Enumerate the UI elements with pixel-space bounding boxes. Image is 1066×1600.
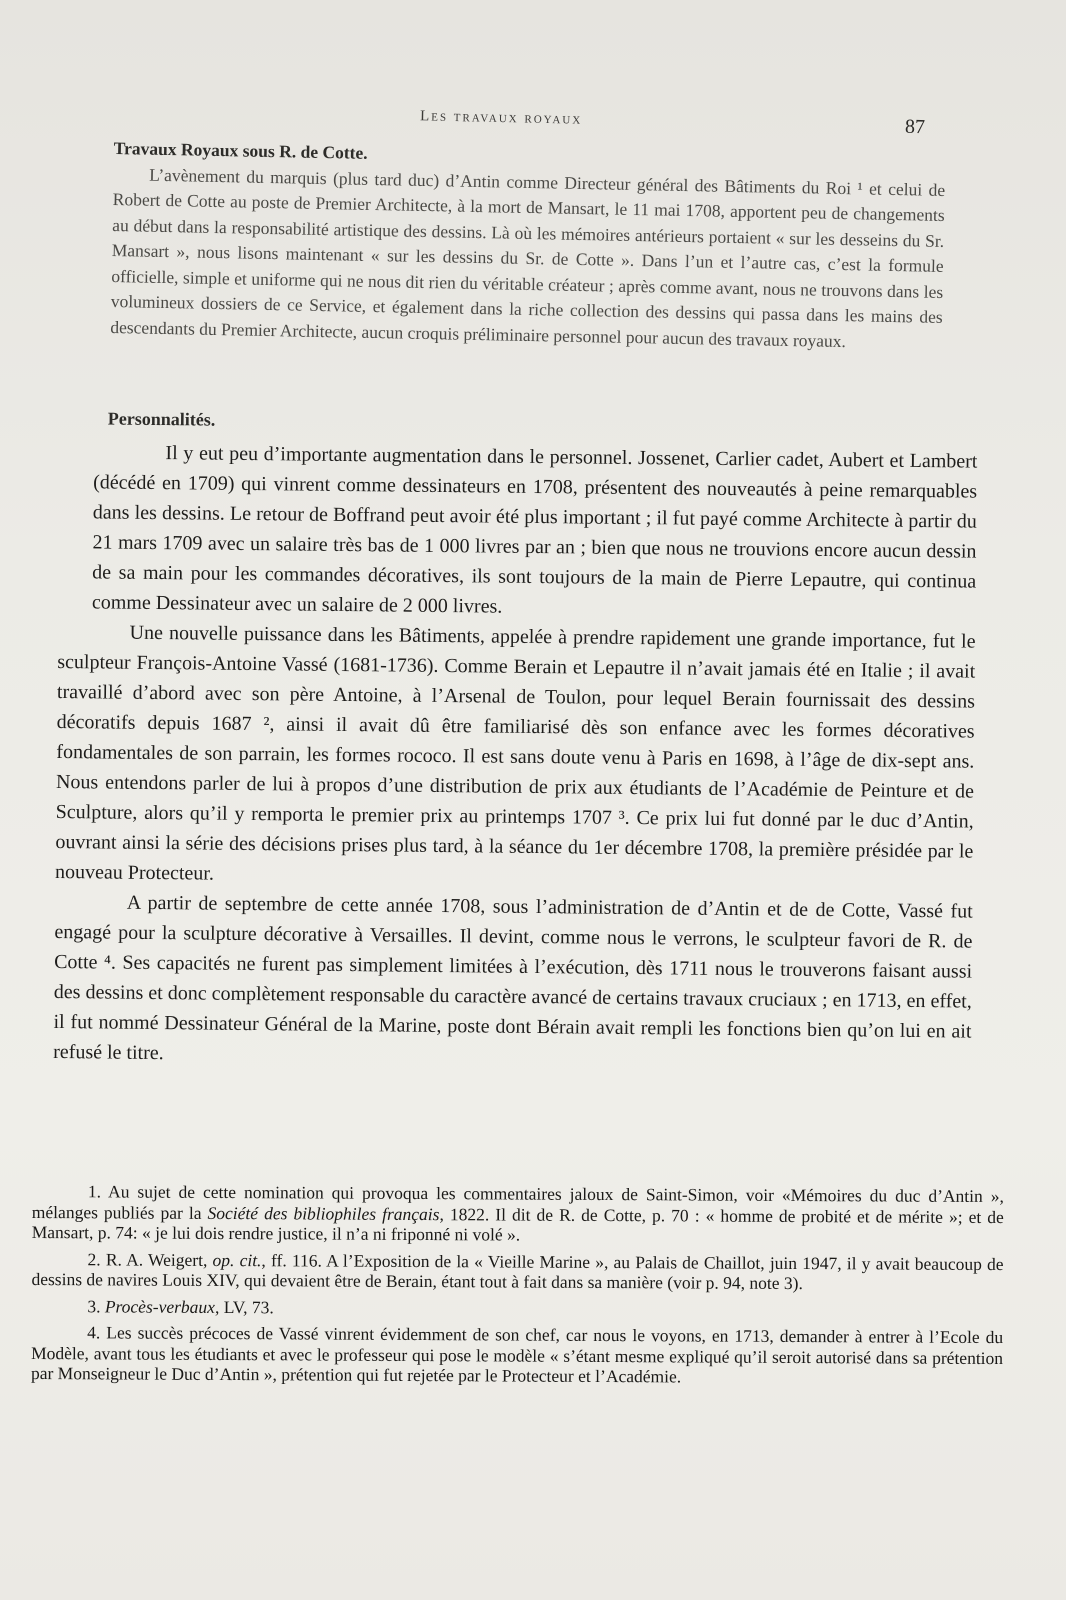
footnote-4: 4. Les succès précoces de Vassé vinrent évidemment de son chef, car nous le voyons, en 1713, demander à entrer à l’Ecole du Modèle, avant tous les étudiants et avec le professeur qui pose le modèle « s’étant mesme expliqué qu’il seroit autorisé dans sa prétention par Monseigneur le Duc d’Antin », prétention qui fut rejetée par le Protecteur et l’Académie. xyxy=(30,1322,1004,1387)
paragraph-avenement: L’avènement du marquis (plus tard duc) d’Antin comme Directeur général des Bâtiments du Roi ¹ et celui de Robert de Cotte au poste de Premier Architecte, à la mort de Mansart, le 11 mai 1708, apportent peu de changements au début dans la responsabilité artistique des dessins. Là où les mémoires antérieurs portaient « sur les desseins du Sr. Mansart », nous lisons maintenant « sur les dessins du Sr. de Cotte ». Dans l’un et l’autre cas, c’est la formule officielle, simple et uniforme qui ne nous dit rien du véritable créateur ; après comme avant, nous ne trouvons dans les volumineux dossiers de ce Service, et également dans la riche collection des dessins qui passa dans les mains des descendants du Premier Architecte, aucun croquis préliminaire personnel pour aucun des travaux royaux. xyxy=(110,164,946,351)
page-number: 87 xyxy=(904,115,926,139)
footnotes xyxy=(31,1181,1004,1395)
paragraph-versailles: A partir de septembre de cette année 1708, sous l’administration de d’Antin et de de Cotte, Vassé fut engagé pour la sculpture décorative à Versailles. Il devint, comme nous le verrons, le sculpteur favori de R. de Cotte ⁴. Ses capacités ne furent pas simplement limitées à l’exécution, dès 1711 nous le trouverons faisant aussi des dessins et donc complètement responsable du caractère avancé de certains travaux cruciaux ; en 1713, en effet, il fut nommé Dessinateur Général de la Marine, poste dont Bérain avait rempli les fonctions bien qu’on lui en ait refusé le titre. xyxy=(53,891,973,1065)
paragraph-vasse: Une nouvelle puissance dans les Bâtiments, appelée à prendre rapidement une grande importance, fut le sculpteur François-Antoine Vassé (1681-1736). Comme Berain et Lepautre il n’avait jamais été en Italie ; il avait travaillé d’abord avec son père Antoine, à l’Arsenal de Toulon, pour lequel Berain fournissait des dessins décoratifs depuis 1687 ², ainsi il avait dû être familiarisé dès son enfance avec les formes décoratives fondamentales de son parrain, les formes rococo. Il est sans doute venu à Paris en 1698, à l’âge de dix-sept ans. Nous entendons parler de lui à propos d’une distribution de prix aux étudiants de l’Académie de Peinture et de Sculpture, alors qu’il y remporta le premier prix au printemps 1707 ³. Ce prix lui fut donné par le duc d’Antin, ouvrant ainsi la série des décisions prises plus tard, à la séance du 1er décembre 1708, la première présidée par le nouveau Protecteur. xyxy=(54,621,976,885)
footnote-2: 2. R. A. Weigert, op. cit., ff. 116. A l’Exposition de la « Vieille Marine », au Palais de Chaillot, juin 1947, il y avait beaucoup de dessins de navires Louis XIV, qui devaient être de Berain, étant tout à fait dans sa manière (voir p. 94, note 3). xyxy=(31,1248,1004,1294)
section-travaux-royaux xyxy=(110,136,946,356)
section-heading-personnalites: Personnalités. xyxy=(107,408,216,430)
section-heading-travaux: Travaux Royaux sous R. de Cotte. xyxy=(113,137,368,163)
running-head: Les travaux royaux xyxy=(419,108,583,128)
paragraph-personnel: Il y eut peu d’importante augmentation dans le personnel. Jossenet, Carlier cadet, Aubert et Lambert (décédé en 1709) qui vinrent comme dessinateurs en 1708, présentent des nouveautés à peine remarquables dans les dessins. Le retour de Boffrand peut avoir été plus important ; il fut payé comme Architecte à partir du 21 mars 1709 avec un salaire très bas de 1 000 livres par an ; bien que nous ne trouvions encore aucun dessin de sa main pour les commandes décoratives, ils sont toujours de la main de Pierre Lepautre, qui continua comme Dessinateur avec un salaire de 2 000 livres. xyxy=(91,442,978,618)
footnote-3: 3. Procès-verbaux, LV, 73. xyxy=(87,1295,274,1317)
section-personnalites xyxy=(53,403,978,1077)
footnote-1: 1. Au sujet de cette nomination qui provoqua les commentaires jaloux de Saint-Simon, voir «Mémoires du duc d’Antin », mélanges publiés par la Société des bibliophiles français, 1822. Il dit de R. de Cotte, p. 70 : « homme de probité et de mérite »; et de Mansart, p. 74: « je lui dois rendre justice, il n’a ni friponné ni volé ». xyxy=(31,1181,1004,1245)
